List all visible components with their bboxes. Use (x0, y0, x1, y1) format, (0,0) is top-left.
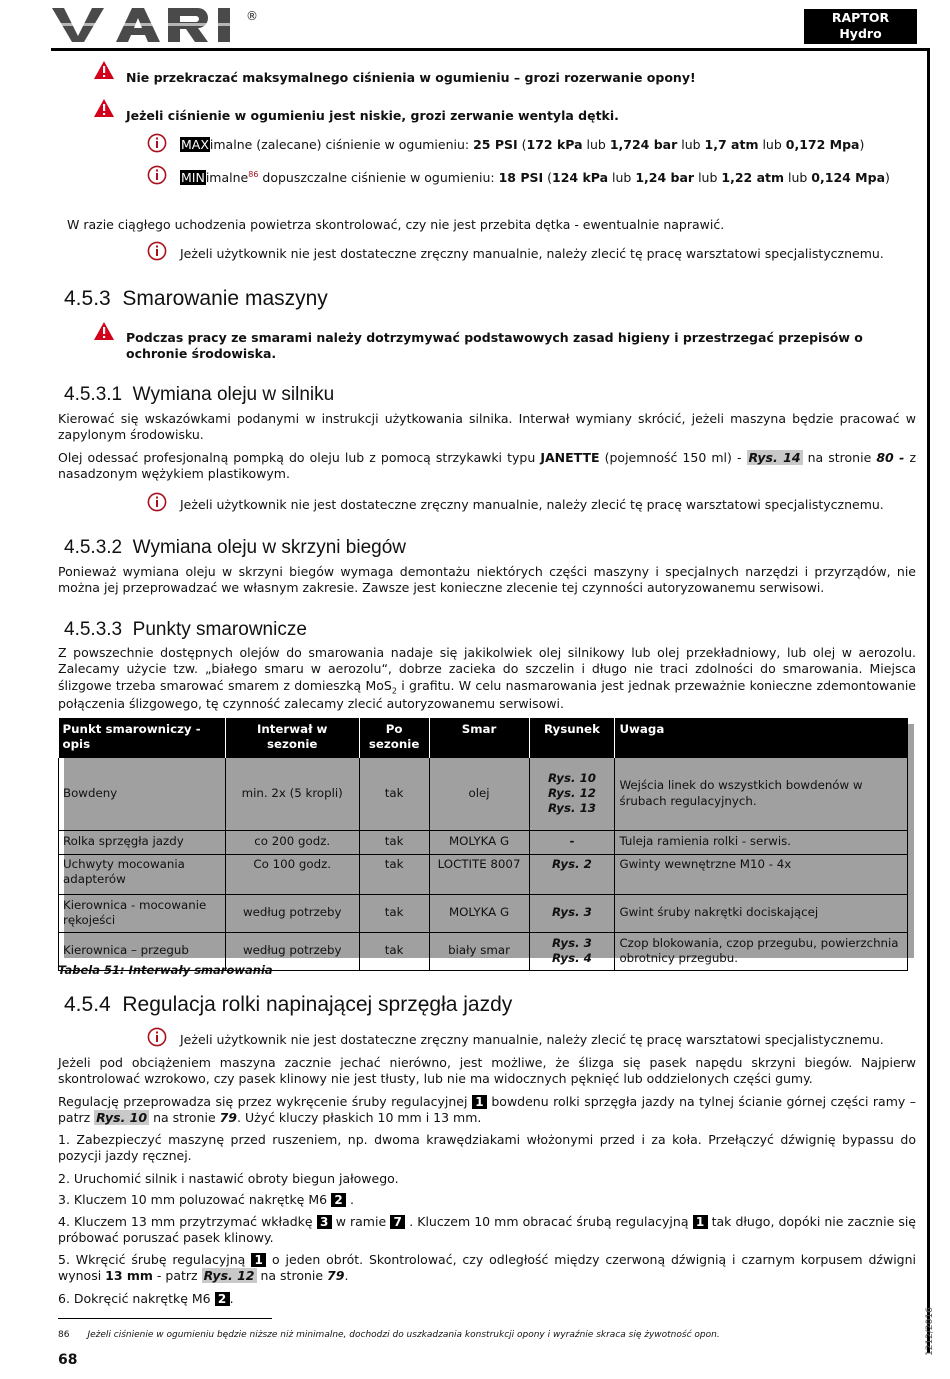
paragraph: Olej odessać profesjonalną pompką do oleju lub z pomocą strzykawki typu JANETTE (pojemność 150 ml) - Rys. 14 na stronie 80 - z nasadzonym wężykiem plastikowym. (58, 450, 917, 482)
info-icon (147, 165, 167, 185)
footnote: 86 Jeżeli ciśnienie w ogumieniu będzie niższe niż minimalne, dochodzi do uszkadzania konstrukcji opony i wyraźnie skraca się żywotność opon. (58, 1330, 720, 1340)
subsection-heading: 4.5.3.1 Wymiana oleju w silniku (64, 384, 335, 405)
figure-ref[interactable]: Rys. 10 (96, 1110, 148, 1126)
footnote-divider (58, 1318, 272, 1319)
table-row: Kierownica – przegub według potrzeby tak biały smar Rys. 3 Rys. 4 Czop blokowania, czop przegubu, powierzchnia obrotnicy przegubu. (59, 932, 908, 970)
step-3: 3. Kluczem 10 mm poluzować nakrętkę M6 2 . (58, 1192, 355, 1207)
table-header: Smar (429, 718, 529, 758)
subsection-heading: 4.5.3.2 Wymiana oleju w skrzyni biegów (64, 537, 406, 558)
paragraph: Ponieważ wymiana oleju w skrzyni biegów wymaga demontażu niektórych części maszyny i specjalnych narzędzi i przyrządów, nie można jej przeprowadzać we własnym zakresie. Zawsze jest konieczne zlecenie tej czynności autoryzowanemu serwisowi. (58, 564, 916, 596)
table-header: Rysunek (529, 718, 615, 758)
figure-ref[interactable]: Rys. 2 (529, 854, 615, 894)
leak-text: W razie ciągłego uchodzenia powietrza skontrolować, czy nie jest przebita dętka - ewentualnie naprawić. (67, 217, 725, 232)
table-row: Rolka sprzęgła jazdy co 200 godz. tak MOLYKA G - Tuleja ramienia rolki - serwis. (59, 830, 908, 854)
figure-ref[interactable]: Rys. 4 (552, 951, 592, 965)
page-number: 68 (58, 1352, 78, 1368)
figure-ref[interactable]: Rys. 3 (552, 935, 592, 950)
figure-ref[interactable]: Rys. 14 (748, 450, 801, 465)
page-ref[interactable]: 79 (327, 1268, 345, 1284)
paragraph: Jeżeli pod obciążeniem maszyna zacznie jechać nierówno, jest możliwe, że ślizga się pasek napędu skrzyni biegów. Najpierw skontrolować wzrokowo, czy pasek klinowy nie jest tłusty, lub nie ma widocznych pęknięć lub oddzielonych części gumy. (58, 1055, 916, 1087)
warning-text: Nie przekraczać maksymalnego ciśnienia w ogumieniu – grozi rozerwanie opony! (126, 70, 696, 85)
lubrication-table (58, 718, 908, 971)
warning-text: Jeżeli ciśnienie w ogumieniu jest niskie, grozi zerwanie wentyla dętki. (126, 108, 619, 123)
paragraph: Regulację przeprowadza się przez wykręcenie śruby regulacyjnej 1 bowdenu rolki sprzęgła jazdy na tylnej ścianie górnej części ramy – patrz Rys. 10 na stronie 79. Użyć kluczy płaskich 10 mm i 13 mm. (58, 1094, 916, 1126)
info-icon (147, 492, 167, 512)
hygiene-warning: Podczas pracy ze smarami należy dotrzymywać podstawowych zasad higieny i przestrzegać przepisów o ochronie środowiska. (126, 330, 863, 362)
step-6: 6. Dokręcić nakrętkę M6 2 . (58, 1291, 234, 1306)
figure-ref[interactable]: Rys. 12 (547, 786, 596, 801)
min-pressure-info: MINimalne$^{86}$ dopuszczalne ciśnienie w ogumieniu: 18 PSI (124 kPa lub 1,24 bar lub 1,22 atm lub 0,124 Mpa) (181, 170, 890, 186)
info-icon (147, 241, 167, 261)
warning-icon (93, 60, 115, 80)
workshop-note: Jeżeli użytkownik nie jest dostateczne zręczny manualnie, należy zlecić tę pracę warsztatowi specjalistycznemu. (180, 1032, 884, 1047)
figure-ref[interactable]: Rys. 3 (529, 894, 615, 932)
warning-icon (93, 98, 115, 118)
workshop-note: Jeżeli użytkownik nie jest dostateczne zręczny manualnie, należy zlecić tę pracę warsztatowi specjalistycznemu. (180, 246, 884, 261)
vari-logo (50, 6, 272, 44)
callout-number: 3 (317, 1215, 332, 1229)
table-header: Interwał w sezonie (225, 718, 359, 758)
table-header: Punkt smarowniczy - opis (59, 718, 226, 758)
figure-ref[interactable]: Rys. 10 (547, 770, 596, 785)
max-pressure-info: MAXimalne (zalecane) ciśnienie w ogumieniu: 25 PSI (172 kPa lub 1,724 bar lub 1,7 atm lub 0,172 Mpa) (181, 137, 865, 152)
callout-number: 7 (390, 1215, 405, 1229)
step-5: 5. Wkręcić śrubę regulacyjną 1 o jeden obrót. Skontrolować, czy odległość między czerwoną dźwignią i czarnym korpusem dźwigni wynosi 13 mm - patrz Rys. 12 na stronie 79. (58, 1252, 916, 1284)
table-header: Uwaga (615, 718, 908, 758)
workshop-note: Jeżeli użytkownik nie jest dostateczne zręczny manualnie, należy zlecić tę pracę warsztatowi specjalistycznemu. (180, 497, 884, 512)
info-icon (147, 133, 167, 153)
subsection-heading: 4.5.3.3 Punkty smarownicze (64, 619, 307, 640)
paragraph: Kierować się wskazówkami podanymi w instrukcji użytkowania silnika. Interwał wymiany skrócić, jeżeli maszyna będzie pracować w zapylonym środowisku. (58, 411, 916, 443)
model-tag: RAPTOR Hydro (804, 9, 917, 44)
paragraph: Z powszechnie dostępnych olejów do smarowania nadaje się jakikolwiek olej silnikowy lub olej przekładniowy, lub olej w aerozolu. Zalecamy użycie tzw. „białego smaru w aerozolu“, dobrze zacieka do szczelin i długo nie traci zdolności do smarowania. Miejsca ślizgowe trzeba smarować smarem z domieszką MoS$_2$ i grafitu. W celu nasmarowania jest jednak przeważnie konieczne zdemontowanie połączenia ślizgowego, tę czynność zalecamy zlecić autoryzowanemu serwisowi. (58, 645, 917, 712)
info-icon (147, 1027, 167, 1047)
section-heading: 4.5.4 Regulacja rolki napinającej sprzęgła jazdy (64, 993, 513, 1016)
callout-number: 2 (331, 1193, 346, 1207)
callout-number: 1 (693, 1215, 708, 1229)
page-ref[interactable]: 80 - (876, 450, 905, 465)
page-ref[interactable]: 79 (219, 1110, 238, 1126)
doc-code: 1212/2016 (925, 1307, 935, 1356)
svg-text:®: ® (246, 9, 258, 23)
table-row: Kierownica - mocowanie rękojeści według potrzeby tak MOLYKA G Rys. 3 Gwint śruby nakrętki dociskającej (59, 894, 908, 932)
table-header: Po sezonie (359, 718, 429, 758)
step-4: 4. Kluczem 13 mm przytrzymać wkładkę 3 w ramie 7 . Kluczem 10 mm obracać śrubą regulacyjną 1 tak długo, dopóki nie zacznie się próbować poruszać pasek klinowy. (58, 1214, 916, 1246)
step-2: 2. Uruchomić silnik i nastawić obroty biegun jałowego. (58, 1171, 399, 1186)
section-heading: 4.5.3 Smarowanie maszyny (64, 287, 328, 310)
step-1: 1. Zabezpieczyć maszynę przed ruszeniem, np. dwoma krawędziakami włożonymi przed i za koła. Przełączyć dźwignię bypassu do pozycji jazdy ręcznej. (58, 1132, 916, 1164)
figure-ref[interactable]: Rys. 13 (547, 801, 596, 816)
callout-number: 2 (215, 1292, 230, 1306)
footnote-ref[interactable]: 86 (248, 170, 259, 179)
table-header-row (59, 718, 908, 758)
table-row: Bowdeny min. 2x (5 kropli) tak olej Rys. 10 Rys. 12 Rys. 13 Wejścia linek do wszystkich bowdenów w śrubach regulacyjnych. (59, 758, 908, 830)
figure-ref[interactable]: Rys. 12 (203, 1268, 255, 1284)
table-caption: Tabela 51: Interwały smarowania (58, 963, 273, 977)
warning-icon (93, 321, 115, 341)
callout-number: 1 (251, 1253, 266, 1267)
table-row: Uchwyty mocowania adapterów Co 100 godz. tak LOCTITE 8007 Rys. 2 Gwinty wewnętrzne M10 - 4x (59, 854, 908, 894)
callout-number: 1 (472, 1095, 487, 1109)
